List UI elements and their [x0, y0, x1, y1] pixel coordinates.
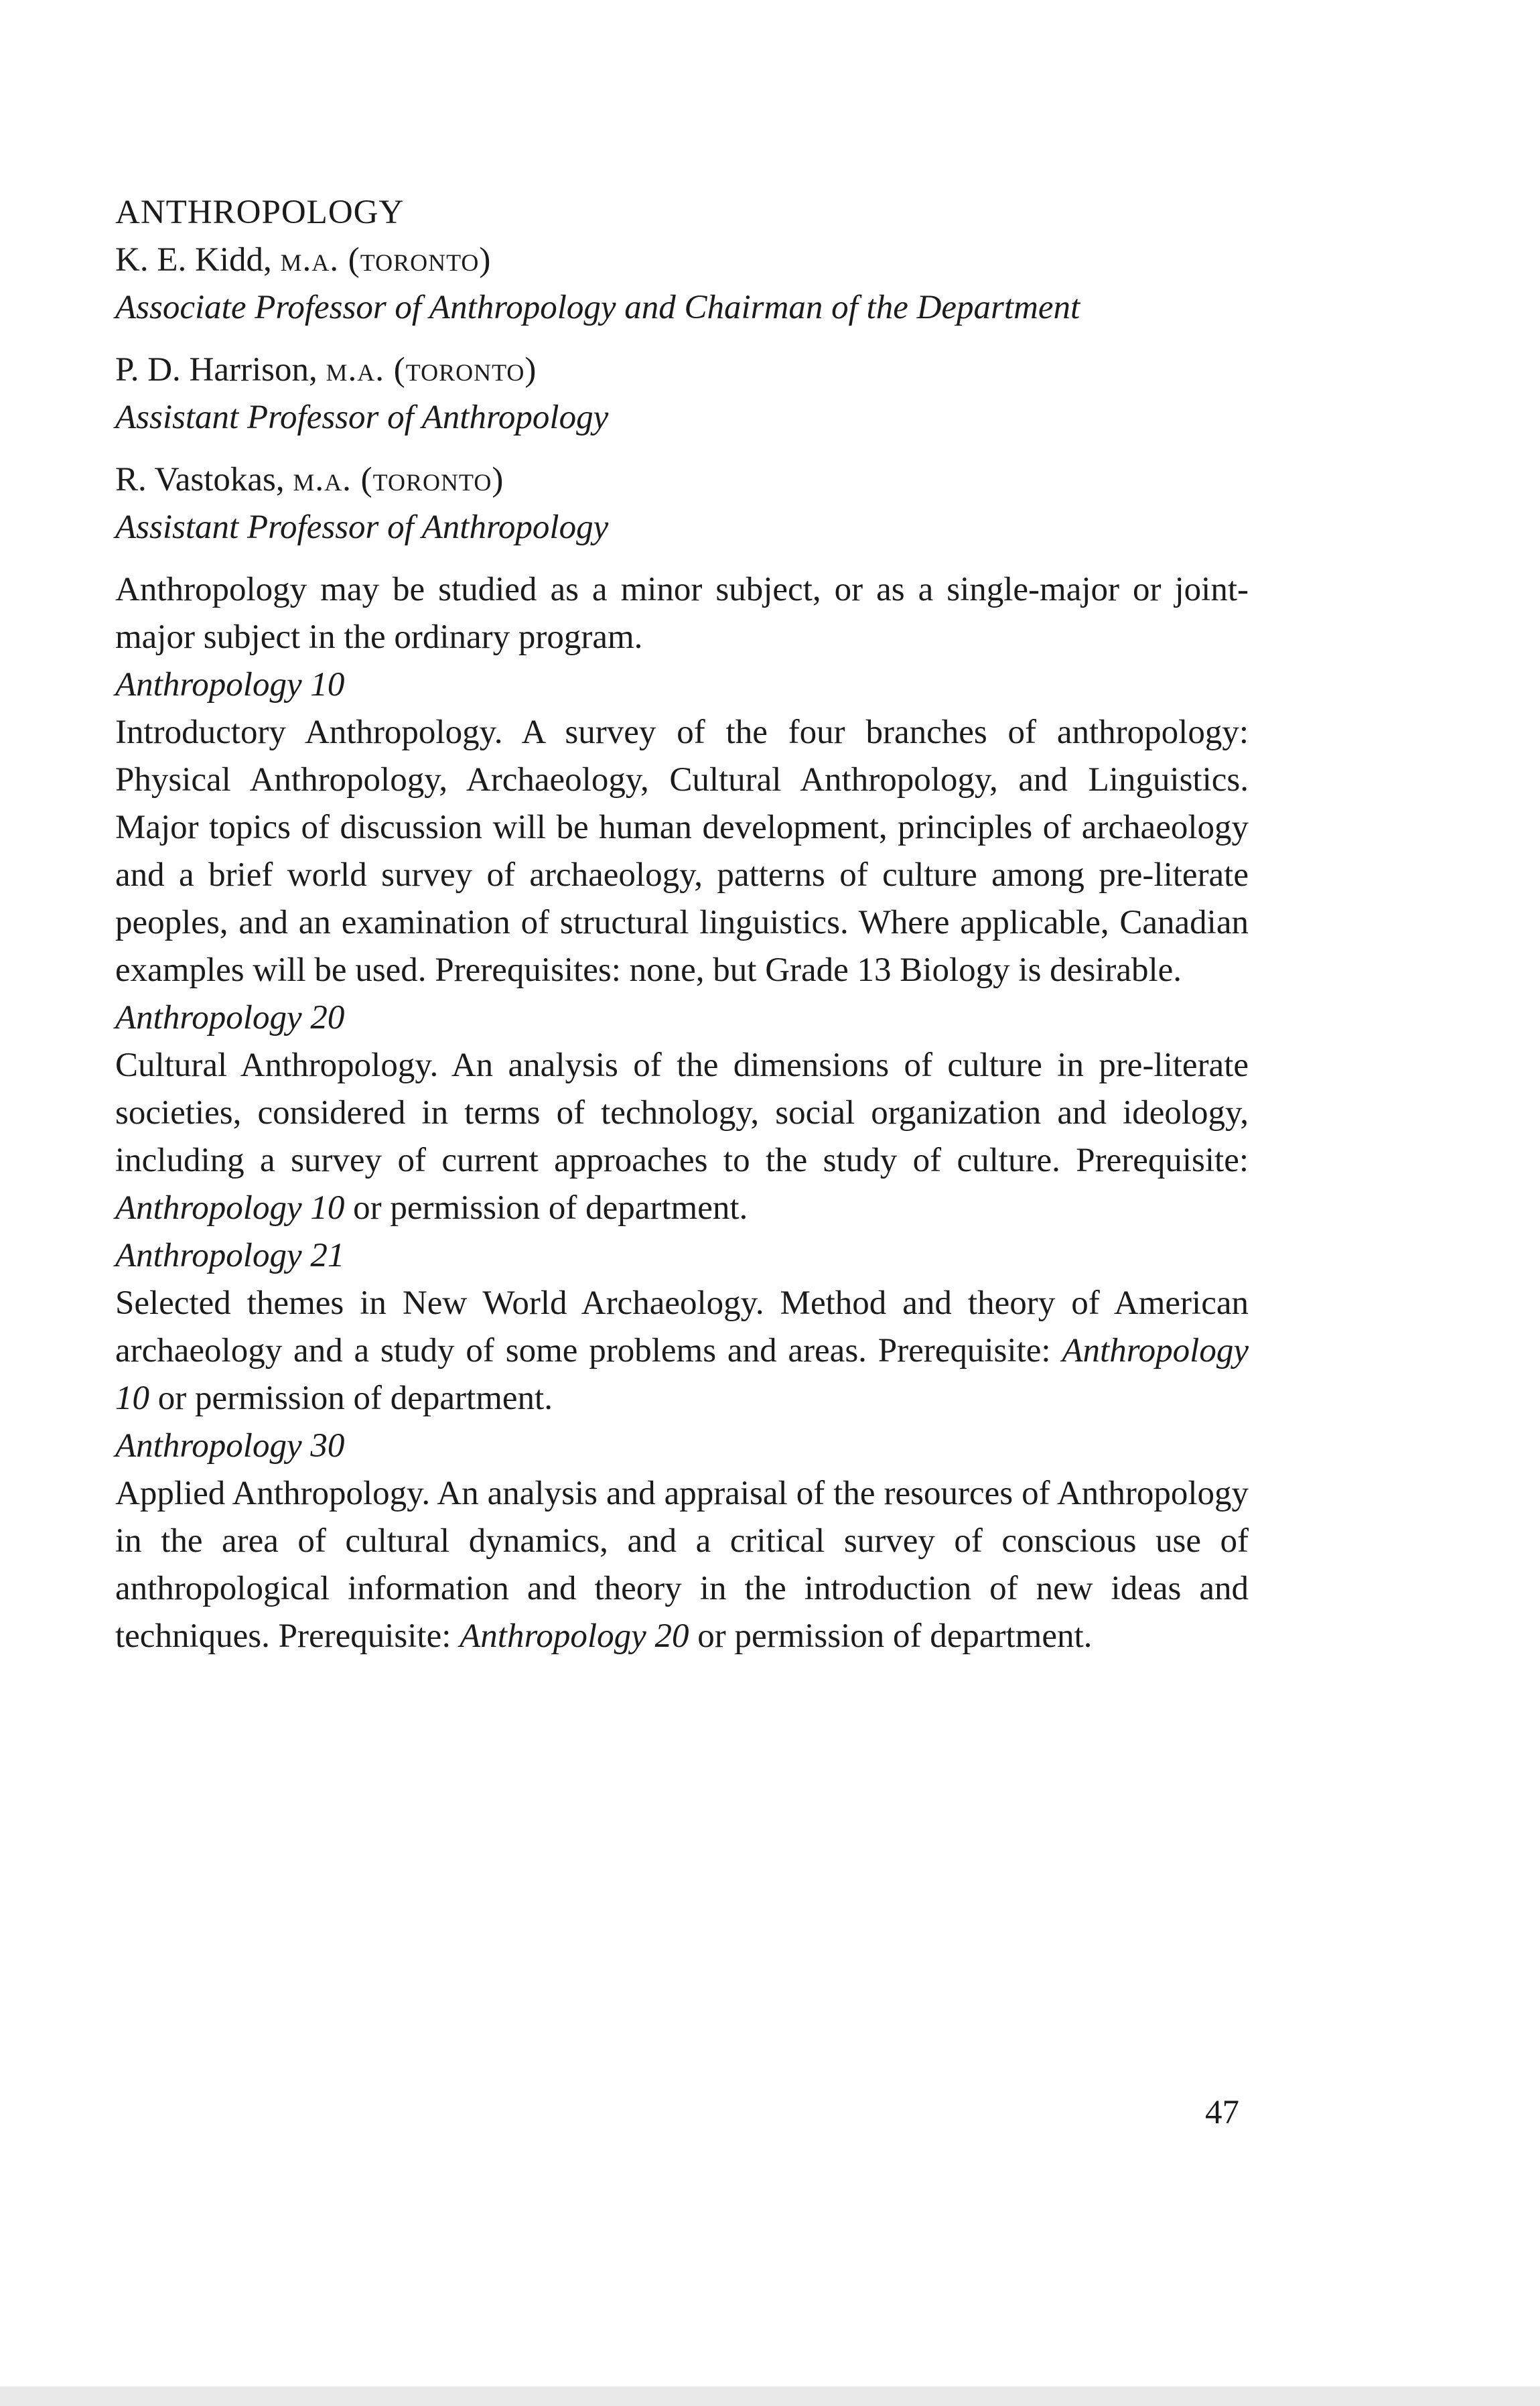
- prerequisite-tail: or permission of department.: [157, 1380, 553, 1417]
- course-title: Anthropology 21: [115, 1237, 345, 1274]
- prerequisite-course: Anthropology 10: [115, 1189, 345, 1227]
- prerequisite-label: Prerequisite:: [878, 1332, 1051, 1369]
- faculty-degree: m.a. (toronto): [293, 461, 504, 498]
- faculty-degree: m.a. (toronto): [280, 241, 492, 279]
- faculty-role: Associate Professor of Anthropology and Chairman of the Department: [115, 289, 1080, 326]
- prerequisite-course: Anthropology 10: [115, 1332, 1249, 1417]
- department-title: ANTHROPOLOGY: [115, 194, 405, 231]
- spacer: [115, 332, 1249, 346]
- course-description: [115, 1042, 1249, 1232]
- faculty-name-line: [115, 456, 1249, 504]
- course-entry: [115, 1422, 1249, 1660]
- faculty-entry: [115, 456, 1249, 551]
- course-entry: [115, 1232, 1249, 1422]
- spacer: [115, 442, 1249, 456]
- faculty-name-line: [115, 237, 1249, 284]
- prerequisite-course: Anthropology 20: [460, 1617, 689, 1655]
- prerequisite-label: Prerequisite:: [278, 1617, 451, 1655]
- faculty-name: R. Vastokas,: [115, 461, 285, 498]
- course-description-text: Cultural Anthropology. An analysis of the dimensions of culture in pre-literate societies, considered in terms of technology, social organization and ideology, including a survey of current approaches to the study of culture.: [115, 1047, 1249, 1179]
- faculty-role: Assistant Professor of Anthropology: [115, 399, 609, 436]
- prerequisite-label: Prerequisite:: [1076, 1142, 1249, 1179]
- course-description-text: Applied Anthropology. An analysis and appraisal of the resources of Anthropology in the area of cultural dynamics, and a critical survey of conscious use of anthropological information and theory in the introduction of new ideas and techniques.: [115, 1475, 1249, 1655]
- faculty-role: Assistant Professor of Anthropology: [115, 509, 609, 546]
- course-entry: [115, 994, 1249, 1232]
- course-description-text: Selected themes in New World Archaeology. Method and theory of American archaeology and a study of some problems and areas.: [115, 1284, 1249, 1369]
- course-title: Anthropology 30: [115, 1427, 345, 1465]
- faculty-name: P. D. Harrison,: [115, 351, 318, 389]
- faculty-entry: [115, 237, 1249, 332]
- course-title: Anthropology 10: [115, 666, 345, 704]
- scan-edge: [0, 2387, 1540, 2406]
- course-description-text: Introductory Anthropology. A survey of the four branches of anthropology: Physical Anthropology, Archaeology, Cultural Anthropology, and Linguistics. Major topics of discussion will be human development, principles of archaeology and a brief world survey of archaeology, patterns of culture among pre-literate peoples, and an examination of structural linguistics. Where applicable, Canadian examples will be used. Prerequisites: none, but Grade 13 Biology is desirable.: [115, 714, 1249, 989]
- intro-paragraph: Anthropology may be studied as a minor subject, or as a single-major or joint-major subject in the ordinary program.: [115, 571, 1249, 656]
- faculty-name: K. E. Kidd,: [115, 241, 272, 279]
- course-title: Anthropology 20: [115, 999, 345, 1037]
- prerequisite-tail: or permission of department.: [697, 1617, 1093, 1655]
- faculty-name-line: [115, 346, 1249, 394]
- course-entry: [115, 661, 1249, 994]
- page-content: [115, 189, 1249, 1660]
- spacer: [115, 551, 1249, 566]
- course-description: [115, 709, 1249, 994]
- faculty-entry: [115, 346, 1249, 442]
- course-description: [115, 1470, 1249, 1660]
- faculty-degree: m.a. (toronto): [326, 351, 537, 389]
- prerequisite-tail: or permission of department.: [353, 1189, 748, 1227]
- course-description: [115, 1280, 1249, 1422]
- page-number: 47: [1205, 2094, 1239, 2131]
